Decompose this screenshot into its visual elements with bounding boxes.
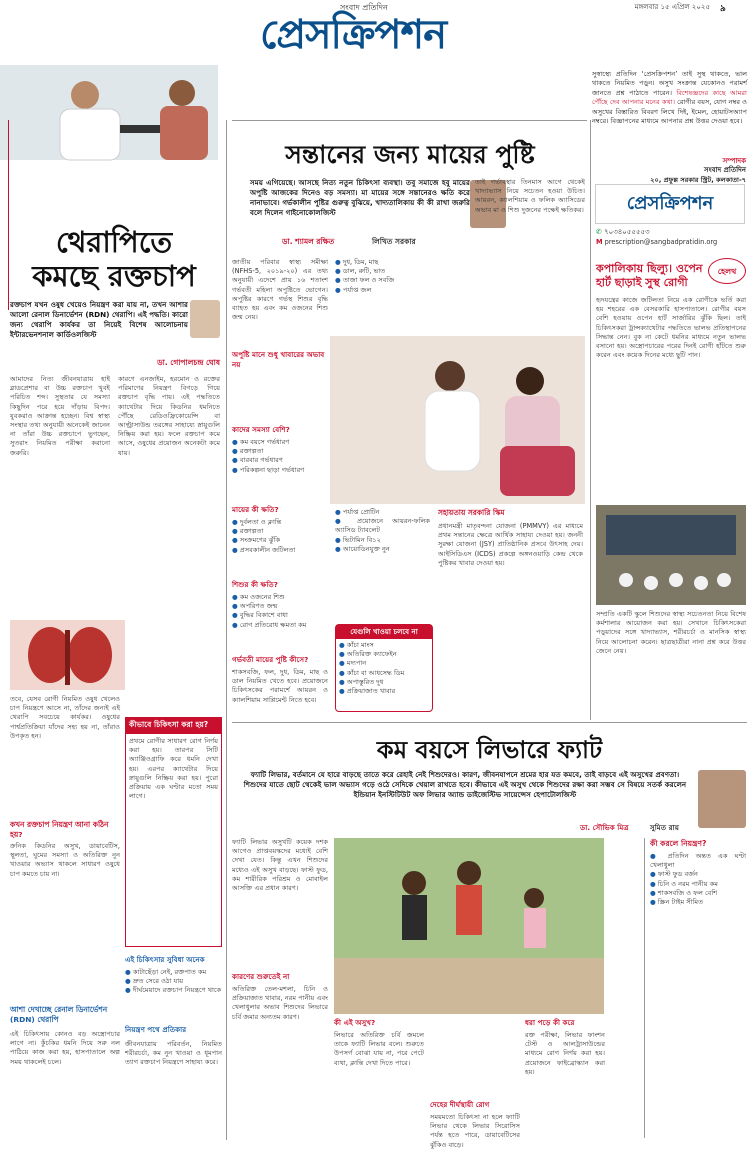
list-item: ● পর্যাপ্ত প্রোটিন	[335, 508, 430, 517]
dont-eat-box	[335, 624, 433, 712]
list-item: ● প্রক্রিয়াজাত খাবার	[339, 687, 429, 696]
kidney-icon	[10, 620, 125, 690]
liver-intro: ফ্যাটি লিভার, বর্তমানে যে হারে বাড়ছে তাতে করে রেহাই নেই শিশুদেরও। কারণ, জীবনযাপনে শ্রমের হার যত কমবে, তাই বাড়বে এই অসুখের প্রবণতা। শিশুদের যাতে ছোট থেকেই ভাল অভ্যাস গড়ে ওঠে সেদিকে খেয়াল রাখতে হবে। কীভাবে এই অসুখ থেকে শিশুদের রক্ষা করা সম্ভব সে বিষয়ে সতর্ক করলেন ইন্ডিয়ান ইনস্টিটিউট অফ লিভার অ্যান্ড ডাইজেস্টিভ সায়েন্সেস হেপাটোলজিস্ট	[243, 770, 687, 799]
list-item: ● ডাল, রুটি, ভাত	[335, 267, 423, 276]
list-item: ● প্রয়োজনে আয়রন-ফলিক অ্যাসিড ট্যাবলেট	[335, 517, 430, 535]
liver-col-divider	[644, 838, 645, 1138]
list-item: ● কম বয়সে গর্ভধারণ	[232, 438, 328, 447]
nutrition-intro: সময় এগিয়েছে। আসছে নিত্য নতুন চিকিৎসা ব্যবস্থা। তবু সমাজে হবু মায়ের অপুষ্টি আজকের দিনেও বড় সমস্যা। মা মায়ের সঙ্গে সন্তানেরও ক্ষতি করে নানাভাবে। গর্ভকালীন পুষ্টির গুরুত্ব বুঝিয়ে, খাদ্যতালিকায় কী কী রাখা জরুরি বলে দিলেন গাইনোকোলজিস্ট	[250, 178, 470, 217]
masthead-date: মঙ্গলবার ১৫ এপ্রিল ২০২৫	[634, 3, 710, 11]
nutrition-headline: সন্তানের জন্য মায়ের পুষ্টি	[285, 140, 535, 169]
bp-headline-line2: কমছে রক্তচাপ	[32, 259, 196, 293]
nutrition-col-b-list	[335, 258, 423, 328]
list-item: ● দ্রুত সেরে ওঠা যায়	[125, 977, 222, 986]
whatsapp-icon: ✆	[596, 228, 602, 236]
list-item: ● কাটাছেঁড়া নেই, রক্তপাত কম	[125, 968, 222, 977]
bp-body-col3: তবে, যেসব রোগী নিয়মিত ওষুধ খেলেও চাপ নিয়ন্ত্রণে আসে না, তাঁদের জন্যই এই থেরাপি সবচেয়ে কার্যকর। ওষুধের পার্শ্বপ্রতিক্রিয়া যাঁদের সহ্য হয় না, তাঁরাও উপকৃত হন।	[10, 695, 120, 740]
seminar-photo	[596, 505, 746, 605]
bp-doctor-name: ডা. গোপালচন্দ্র ঘোষ	[157, 358, 220, 367]
doctor-patient-photo	[0, 65, 218, 160]
mother-checkup-illustration	[330, 336, 585, 504]
bp-caution-title: নিয়ন্ত্রণ পথে প্রতিকার	[125, 1025, 187, 1034]
classroom-illustration	[596, 505, 746, 605]
bp-body-col1: আমাদের নিত্য জীবনযাত্রায় হাই ব্লাডপ্রেশার বা উচ্চ রক্তচাপ খুবই পরিচিত শব্দ। সুস্থতার যে সমস্যা কিছুদিন পরে হয়ে দাঁড়ায় বিপদ। যুবকরাও আক্রান্ত হচ্ছেন। বিশ্ব স্বাস্থ্য সংস্থার তথ্য অনুযায়ী অনেকেই জানেন না তাঁরা উচ্চ রক্তচাপে ভুগছেন, সুতরাং নিয়মিত পরীক্ষা করানো জরুরি।	[10, 375, 110, 457]
nutrition-risk-list	[232, 438, 328, 486]
list-item: ● অপরিণত জন্ম	[232, 602, 328, 611]
list-item: ● সংক্রমণের ঝুঁকি	[232, 536, 328, 545]
children-photo	[334, 838, 604, 1014]
liver-prevent-list	[650, 852, 746, 1137]
bp-benefits-title: এই চিকিৎসার সুবিধা অনেক	[125, 955, 205, 964]
list-item: ● কাঁচা মাংস	[339, 641, 429, 650]
info-phone-row	[596, 228, 746, 237]
liver-complication-body: সময়মতো চিকিৎসা না হলে ফ্যাটি লিভার থেকে লিভার সিরোসিস পর্যন্ত হতে পারে, ডায়াবেটিসের ঝুঁকিও বাড়ে।	[430, 1113, 520, 1149]
nutrition-sub-child: শিশুর কী ক্ষতি?	[232, 580, 278, 589]
dont-eat-list	[336, 639, 432, 698]
kapal-body: হৃদযন্ত্রের কাজে জটিলতা নিয়ে এক রোগীকে ভর্তি করা হয় শহরের এক বেসরকারি হাসপাতালে। রোগীর বয়স বেশি হওয়ায় ওপেন হার্ট সার্জারির ঝুঁকি ছিল। তাই চিকিৎসকরা ট্রান্সক্যাথেটার পদ্ধতিতে ভালভ প্রতিস্থাপনের সিদ্ধান্ত নেন। বুক না কেটে ধমনির মাধ্যমে নতুন ভালভ বসানো হয়। অস্ত্রোপচারের পরের দিনই রোগী হাঁটতে শুরু করেন এবং কয়েক দিনের মধ্যে ছুটি পান।	[596, 296, 746, 360]
info-lead-text: সুস্বাস্থ্যে প্রতিদিন ‘প্রেসক্রিপশন’ তাই সুস্থ থাকতে, ভাল থাকতে নিয়মিত পড়ুন। অসুখ সংক্রান্ত যেকোনও পরামর্শ জানতে প্রশ্ন পাঠাতে পারেন।	[592, 70, 747, 97]
info-phone: ৭০৩৪০৫৫৫৫৩	[604, 228, 650, 236]
seminar-body: সম্প্রতি একটি স্কুলে শিশুদের স্বাস্থ্য সচেতনতা নিয়ে বিশেষ কর্মশালার আয়োজন করা হয়। সেখানে চিকিৎসকেরা পড়ুয়াদের সঙ্গে খাদ্যাভ্যাস, শরীরচর্চা ও মানসিক স্বাস্থ্য নিয়ে আলোচনা করেন। ছাত্রছাত্রীরা নানা প্রশ্ন করে উত্তর জেনে নেয়।	[596, 610, 746, 655]
masthead-title: প্রেসক্রিপশন	[260, 11, 447, 58]
nutrition-food-body: শাকসবজি, ফল, দুধ, ডিম, মাছ ও ডাল নিয়মিত খেতে হবে। প্রয়োজনে চিকিৎসকের পরামর্শে আয়রন ও ক্যালশিয়াম সাপ্লিমেন্ট নিতে হবে।	[232, 668, 328, 704]
list-item: ● প্রসবকালীন জটিলতা	[232, 546, 328, 555]
list-item: ● চিনি ও নরম পানীয় কম	[650, 880, 746, 889]
nutrition-sub-risk: কাদের সমস্যা বেশি?	[232, 425, 290, 434]
gov-scheme-title: সহায়তায় সরকারি স্কিম	[438, 508, 505, 517]
doctor-avatar-liver	[698, 770, 746, 828]
liver-sub-complication: দেহের দীর্ঘস্থায়ী রোগ	[430, 1100, 490, 1109]
list-item: ● দুধ, ডিম, মাছ	[335, 258, 423, 267]
bp-headline-box	[8, 225, 220, 297]
dont-eat-title: যেগুলি খাওয়া চলবে না	[336, 625, 432, 639]
nutrition-mother-list	[232, 518, 328, 566]
liver-headline: কম বয়সে লিভারে ফ্যাট	[376, 735, 603, 764]
bp-sub1: কখন রক্তচাপ নিয়ন্ত্রণ আনা কঠিন হয়?	[10, 820, 109, 839]
list-item: ● কম ওজনের শিশু	[232, 593, 328, 602]
list-item: ● দুর্বলতা ও ক্লান্তি	[232, 518, 328, 527]
list-item: ● পরিকল্পনা ছাড়া গর্ভধারণ	[232, 466, 328, 475]
health-logo	[708, 258, 746, 284]
nutrition-col-a: জাতীয় পরিবার স্বাস্থ্য সমীক্ষা (NFHS-5, ২০১৯-২০) এর তথ্য অনুযায়ী এদেশে প্রায় ১৬ শতাংশ গর্ভবতী মহিলা অপুষ্টিতে ভোগেন। অপুষ্টির কারণে গর্ভস্থ শিশুর বৃদ্ধি ব্যাহত হয় এবং কম ওজনের শিশু জন্ম নেয়।	[232, 258, 328, 322]
list-item: ● মদ্যপান	[339, 659, 429, 668]
mail-icon: M	[596, 238, 603, 246]
info-prescription-box	[595, 184, 745, 224]
gov-scheme-body: প্রধানমন্ত্রী মাতৃবন্দনা যোজনা (PMMVY) এর মাধ্যমে প্রথম সন্তানের ক্ষেত্রে আর্থিক সাহায্য দেওয়া হয়। জননী সুরক্ষা যোজনা (JSY) প্রাতিষ্ঠানিক প্রসবে উৎসাহ দেয়। আইসিডিএস (ICDS) প্রকল্পে অঙ্গনওয়াড়ি কেন্দ্র থেকে পুষ্টিকর খাবার দেওয়া হয়।	[438, 522, 583, 567]
list-item: ● পর্যাপ্ত জল	[335, 286, 423, 295]
info-editor-label: সম্পাদক	[722, 157, 746, 165]
nutrition-byline: লিখিত সরকার	[372, 237, 416, 246]
list-item: ● কাঁচা বা আধসেদ্ধ ডিম	[339, 669, 429, 678]
mother-photo	[330, 336, 585, 504]
liver-sub-test: ধরা পড়ে কী করে	[525, 1018, 575, 1027]
masthead	[230, 0, 745, 62]
list-item: ● ভিটামিন বি১২	[335, 536, 430, 545]
health-logo-text: হেলথ	[717, 267, 737, 276]
list-item: ● বুদ্ধির বিকাশে বাধা	[232, 611, 328, 620]
liver-byline: সুমিত রায়	[650, 823, 679, 832]
bp-intro: রক্তচাপ যখন ওষুধ খেয়েও নিয়ন্ত্রণ করা যায় না, তখন আশার আলো রেনাল ডিনার্ভেশন (RDN) থেরাপি। এই পদ্ধতি। কারো জন্য থেরাপি কার্যকর তা নিয়েই বিশেষ আলোচনায় ইন্টারভেনশনাল কার্ডিওলজিস্ট	[10, 300, 188, 339]
info-editor-title: সংবাদ প্রতিদিন	[703, 166, 746, 174]
bp-sub2: আশা দেখাচ্ছে রেনাল ডিনার্ভেশন (RDN) থেরাপি	[10, 1005, 108, 1024]
list-item: ● আয়োডিনযুক্ত নুন	[335, 545, 430, 554]
nutrition-sub-food: গর্ভবতী মায়ের পুষ্টি কীসে?	[232, 655, 309, 664]
info-box-title: প্রেসক্রিপশন	[626, 193, 714, 214]
nutrition-child-list	[232, 593, 328, 641]
kapal-headline: কপালিকায় ছিল্যু। ওপেন হার্ট ছাড়াই সুস্থ রোগী	[596, 262, 703, 289]
column-divider-left	[226, 120, 227, 1140]
liver-doctor-name: ডা. সৌভিক মিত্র	[580, 823, 629, 832]
bp-headline-line1: থেরাপিতে	[55, 225, 173, 259]
bp-caution-body: জীবনযাত্রায় পরিবর্তন, নিয়মিত শরীরচর্চা, কম নুন খাওয়া ও ধূমপান ত্যাগ রক্তচাপ নিয়ন্ত্রণে সাহায্য করে।	[125, 1040, 222, 1067]
list-item: ● রক্তাল্পতা	[232, 527, 328, 536]
bp-sub2-body: এই চিকিৎসায় কোনও বড় অস্ত্রোপচার লাগে না। কুঁচকির ধমনি দিয়ে সরু নল পাঠিয়ে কাজ করা হয়, হাসপাতালে অল্প সময় থাকলেই চলে।	[10, 1030, 120, 1066]
list-item: ● অপাস্তুরিত দুধ	[339, 678, 429, 687]
liver-sub-prevent: কী করলে নিয়ন্ত্রণ?	[650, 839, 707, 848]
list-item: ● ফাস্ট ফুড বর্জন	[650, 870, 746, 879]
nutrition-col-c: তাই গর্ভাবস্থার তিনমাস আগে থেকেই খাদ্যাভ্যাস নিয়ে সচেতন হওয়া উচিত। আয়রন, ক্যালশিয়াম ও ফলিক অ্যাসিডের অভাব মা ও শিশু দুজনের পক্ষেই ক্ষতিকর।	[475, 178, 585, 214]
liver-col1: ফ্যাটি লিভার অসুখটি কয়েক দশক আগেও প্রাপ্তবয়স্কদের মধ্যেই বেশি দেখা যেত। কিন্তু এখন শিশুদের মধ্যেও এই অসুখ বাড়ছে। ফাস্ট ফুড, কম শারীরিক পরিশ্রম ও মোবাইল আসক্তি এর প্রধান কারণ।	[232, 838, 328, 893]
doctor-patient-illustration	[0, 65, 218, 160]
bp-headline-frame-left	[8, 120, 9, 310]
masthead-label: সংবাদ প্রতিদিন	[340, 3, 388, 12]
liver-top-rule	[232, 722, 747, 723]
children-playing-illustration	[334, 838, 604, 1014]
info-highlight: বিশেষজ্ঞদের কাছে আমরা পৌঁছে দেব আপনার মনের কথা।	[592, 88, 747, 107]
liver-test-body: রক্ত পরীক্ষা, লিভার ফাংশন টেস্ট ও আলট্রাসাউন্ডের মাধ্যমে রোগ নির্ণয় করা হয়। প্রয়োজনে ফাইব্রোস্ক্যান করা হয়।	[525, 1031, 605, 1076]
nutrition-doctor-name: ডা. শ্যামল রক্ষিত	[282, 237, 335, 246]
bp-callout-title: কীভাবে চিকিৎসা করা হয়?	[126, 718, 221, 734]
list-item: ● অতিরিক্ত ক্যাফেইন	[339, 650, 429, 659]
list-item: ● দীর্ঘমেয়াদে রক্তচাপ নিয়ন্ত্রণে থাকে	[125, 986, 222, 995]
column-divider-right	[590, 120, 591, 720]
list-item: ● রোগ প্রতিরোধ ক্ষমতা কম	[232, 621, 328, 630]
nutrition-col2-list	[335, 508, 430, 568]
nutrition-sub-causes: অপুষ্টি মানে শুধু খাবারের অভাব নয়	[232, 350, 325, 369]
list-item: ● বারবার গর্ভধারণ	[232, 456, 328, 465]
liver-cause-body: অতিরিক্ত তেল-মশলা, চিনি ও প্রক্রিয়াজাত খাবার, নরম পানীয় এবং খেলাধুলার অভাব শিশুদের লিভারে চর্বি জমার অন্যতম কারণ।	[232, 985, 328, 1021]
doctor-avatar-bp	[190, 300, 220, 338]
nutrition-sub-mother: মায়ের কী ক্ষতি?	[232, 505, 279, 514]
info-body: রোগীর বয়স, যোগ নম্বর ও অসুখের বিস্তারিত বিবরণ লিখে দিই, ইমেল, হোয়াটসঅ্যাপ নম্বরে। বিজ্ঞাপনের মাধ্যমে আপনার প্রশ্ন উত্তর দেওয়া হবে।	[592, 98, 747, 126]
info-email: prescription@sangbadpratidin.org	[604, 238, 718, 246]
liver-sub-cause: কারণের শুরুতেই না	[232, 972, 290, 981]
liver-sub-risk: কী এই অসুখ?	[334, 1018, 376, 1027]
liver-risk-body: লিভারে অতিরিক্ত চর্বি জমলে তাকে ফ্যাটি লিভার বলে। শুরুতে উপসর্গ বোঝা যায় না, পরে পেটে ব্যথা, ক্লান্তি দেখা দিতে পারে।	[334, 1031, 424, 1067]
bp-body-col2: কারণে এনজাইম, হরমোন ও রক্তের পরিমাণের নিয়ন্ত্রণ বিগড়ে গিয়ে রক্তচাপ বৃদ্ধি পায়। এই পদ্ধতিতে ক্যাথেটার দিয়ে কিডনির ধমনিতে পৌঁছে রেডিওফ্রিকোয়েন্সি বা আল্ট্রাসাউন্ড তরঙ্গের সাহায্যে স্নায়ুগুলি নিষ্ক্রিয় করা হয়। ফলে রক্তচাপ কমে আসে, ওষুধের প্রয়োজন অনেকটা কমে যায়।	[118, 375, 220, 457]
list-item: ● শাকসবজি ও ফল বেশি	[650, 889, 746, 898]
list-item: ● প্রতিদিন অন্তত এক ঘণ্টা খেলাধুলা	[650, 852, 746, 870]
info-address: ২০, প্রফুল্ল সরকার স্ট্রিট, কলকাতা-৭	[650, 176, 746, 184]
bp-sub1-body: ক্রনিক কিডনির অসুখ, ডায়াবেটিস, স্থূলতা, ঘুমের সমস্যা ও অতিরিক্ত নুন খাওয়ার অভ্যাস থাকলে সাধারণ ওষুধে চাপ কমতে চায় না।	[10, 842, 120, 878]
list-item: ● তাজা ফল ও সবজি	[335, 276, 423, 285]
page-number: ৯	[720, 4, 726, 14]
bp-callout-body: প্রথমে রোগীর সাধারণ রোগ নির্ণয় করা হয়। তারপর সিটি অ্যাঞ্জিওগ্রাফি করে ধমনি দেখা হয়। এরপর ক্যাথেটার দিয়ে স্নায়ুগুলি নিষ্ক্রিয় করা হয়। পুরো প্রক্রিয়ায় এক ঘণ্টার মতো সময় লাগে।	[129, 737, 218, 801]
list-item: ● স্ক্রিন টাইম সীমিত	[650, 898, 746, 907]
bp-benefits-list	[125, 968, 222, 1018]
info-email-row	[596, 238, 748, 247]
kidney-illustration	[10, 620, 125, 690]
bp-callout-box	[125, 717, 222, 947]
list-item: ● রক্তাল্পতা	[232, 447, 328, 456]
